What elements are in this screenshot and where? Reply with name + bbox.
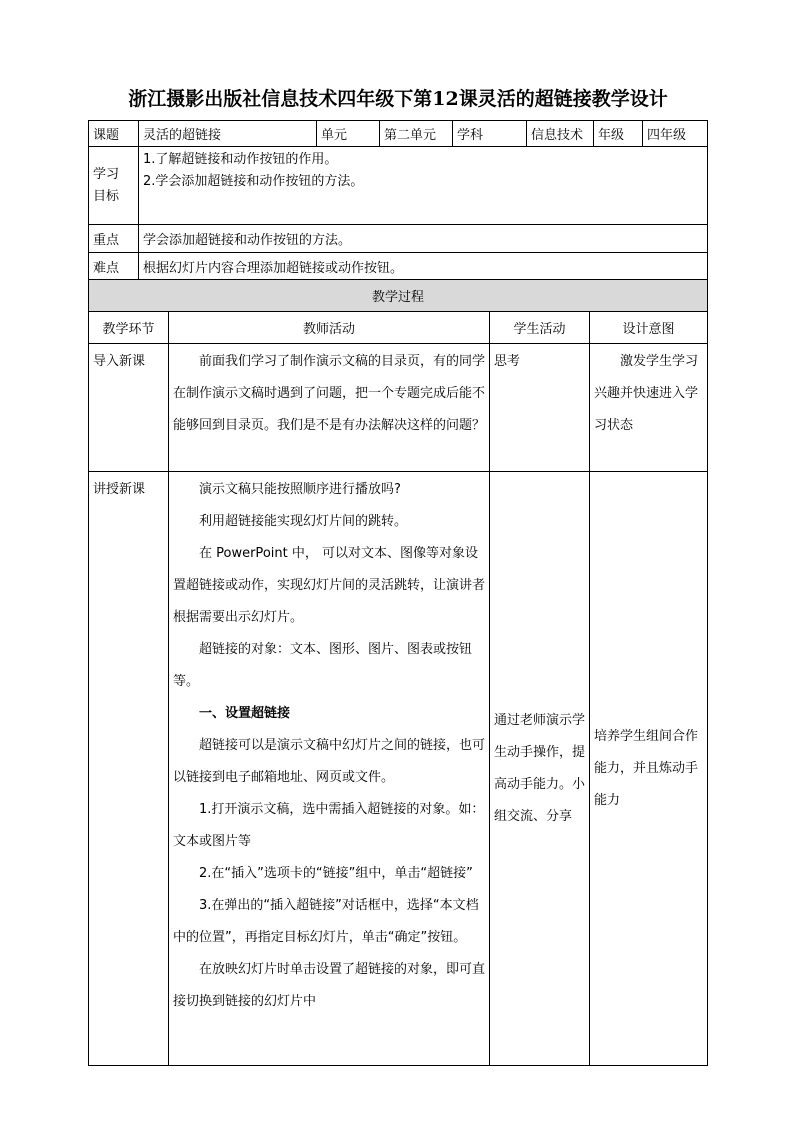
lecture-teacher — [169, 472, 490, 1066]
intro-student — [490, 344, 590, 472]
lecture-paragraph: 在 PowerPoint 中， 可以对文本、图像等对象设置超链接或动作，实现幻灯片间的灵活跳转，让演讲者根据需要出示幻灯片。 — [173, 546, 486, 625]
goal-item: 2.学会添加超链接和动作按钮的方法。 — [143, 174, 364, 189]
intro-teacher — [169, 344, 490, 472]
lesson-info-table — [88, 120, 708, 280]
lecture-stage-text: 讲授新课 — [93, 482, 146, 497]
key-value: 学会添加超链接和动作按钮的方法。 — [139, 225, 708, 253]
process-heading-row — [89, 280, 708, 312]
header-student: 学生活动 — [490, 312, 590, 344]
lecture-step: 3.在弹出的“插入超链接”对话框中，选择“本文档中的位置”，再指定目标幻灯片，单击“确定”按钮。 — [173, 898, 479, 945]
subject-label: 学科 — [453, 121, 527, 147]
lecture-purpose — [590, 472, 708, 1066]
goals-row — [89, 147, 708, 225]
intro-row — [89, 344, 708, 472]
grade-value: 四年级 — [643, 121, 708, 147]
header-teacher: 教师活动 — [169, 312, 490, 344]
difficulty-value: 根据幻灯片内容合理添加超链接或动作按钮。 — [139, 253, 708, 280]
topic-label: 课题 — [89, 121, 139, 147]
info-row — [89, 121, 708, 147]
header-stage: 教学环节 — [89, 312, 169, 344]
goals-label-line2: 目标 — [93, 188, 120, 204]
intro-purpose-text: 激发学生学习兴趣并快速进入学习状态 — [594, 354, 699, 433]
lecture-row — [89, 472, 708, 1066]
intro-stage — [89, 344, 169, 472]
goals-label — [89, 147, 139, 225]
lecture-paragraph: 利用超链接能实现幻灯片间的跳转。 — [199, 514, 408, 529]
difficulty-row — [89, 253, 708, 280]
lecture-step: 2.在“插入”选项卡的“链接”组中，单击“超链接” — [199, 866, 473, 881]
key-row — [89, 225, 708, 253]
lecture-section-heading: 一、设置超链接 — [199, 706, 291, 721]
lecture-stage — [89, 472, 169, 1066]
intro-purpose — [590, 344, 708, 472]
intro-teacher-text: 前面我们学习了制作演示文稿的目录页，有的同学在制作演示文稿时遇到了问题，把一个专题完成后能不能够回到目录页。我们是不是有办法解决这样的问题？ — [173, 354, 486, 433]
topic-value: 灵活的超链接 — [139, 121, 317, 147]
lecture-student — [490, 472, 590, 1066]
process-heading: 教学过程 — [89, 280, 708, 312]
lecture-paragraph: 超链接的对象：文本、图形、图片、图表或按钮等。 — [173, 642, 473, 689]
goals-value — [139, 147, 708, 225]
subject-value: 信息技术 — [527, 121, 594, 147]
unit-label: 单元 — [317, 121, 380, 147]
lecture-purpose-text: 培养学生组间合作能力，并且炼动手能力 — [594, 728, 699, 808]
lecture-paragraph: 在放映幻灯片时单击设置了超链接的对象，即可直接切换到链接的幻灯片中 — [173, 962, 486, 1009]
process-header-row — [89, 312, 708, 344]
goals-label-line1: 学习 — [93, 166, 120, 182]
lecture-paragraph: 演示文稿只能按照顺序进行播放吗? — [199, 482, 401, 497]
key-label: 重点 — [89, 225, 139, 253]
grade-label: 年级 — [594, 121, 643, 147]
lecture-step: 1.打开演示文稿，选中需插入超链接的对象。如：文本或图片等 — [173, 802, 485, 849]
difficulty-label: 难点 — [89, 253, 139, 280]
header-purpose: 设计意图 — [590, 312, 708, 344]
lecture-paragraph: 超链接可以是演示文稿中幻灯片之间的链接，也可以链接到电子邮箱地址、网页或文件。 — [173, 738, 486, 785]
teaching-process-table — [88, 279, 708, 1066]
unit-value: 第二单元 — [380, 121, 453, 147]
document-title: 浙江摄影出版社信息技术四年级下第12课灵活的超链接教学设计 — [128, 88, 668, 110]
intro-stage-text: 导入新课 — [93, 354, 146, 369]
lecture-student-text: 通过老师演示学生动手操作，提高动手能力。小组交流、分享 — [494, 712, 586, 824]
intro-student-text: 思考 — [494, 354, 521, 369]
goal-item: 1.了解超链接和动作按钮的作用。 — [143, 152, 338, 167]
